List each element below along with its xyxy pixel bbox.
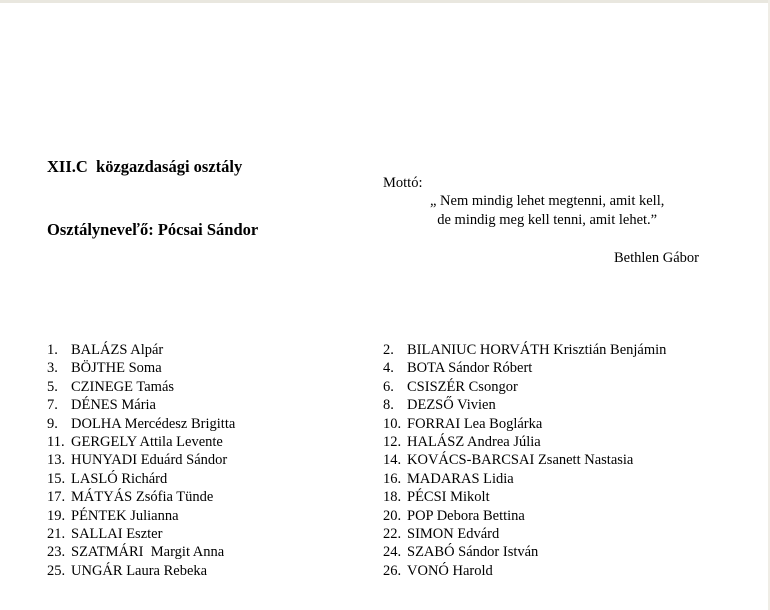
student-given-name: Mária <box>121 397 156 414</box>
student-name <box>407 341 666 359</box>
student-name <box>407 507 525 525</box>
student-name <box>71 470 167 488</box>
student-given-name: Mercédesz Brigitta <box>124 415 236 432</box>
student-name <box>71 507 179 525</box>
student-row <box>47 341 235 359</box>
student-name <box>407 562 493 580</box>
student-surname: DÉNES <box>71 397 118 414</box>
student-given-name: Alpár <box>130 342 164 358</box>
student-surname: SZATMÁRI <box>71 544 148 561</box>
student-number: 19. <box>47 507 66 524</box>
student-row <box>47 415 235 433</box>
student-number: 2. <box>383 342 394 358</box>
student-given-name: Eszter <box>126 525 163 542</box>
student-row <box>47 507 235 525</box>
student-row <box>383 415 666 433</box>
student-row <box>47 396 235 414</box>
student-given-name: Margit Anna <box>150 544 225 561</box>
student-given-name: Julianna <box>130 507 179 524</box>
student-row <box>47 378 235 396</box>
student-name <box>71 359 162 377</box>
motto-quote-line-2: de mindig meg kell tenni, amit lehet.” <box>430 212 658 228</box>
student-given-name: Csongor <box>468 378 518 395</box>
student-surname: POP <box>407 507 434 524</box>
student-surname: MÁTYÁS <box>71 489 133 506</box>
student-row <box>383 470 666 488</box>
student-surname: CSISZÉR <box>407 378 466 395</box>
student-surname: DOLHA <box>71 415 121 432</box>
student-surname: SALLAI <box>71 525 123 542</box>
student-surname: PÉNTEK <box>71 507 127 524</box>
student-row <box>383 451 666 469</box>
student-number: 6. <box>383 378 394 395</box>
student-number: 13. <box>47 452 66 469</box>
student-row <box>383 525 666 543</box>
student-name <box>407 451 633 469</box>
student-row <box>47 433 235 451</box>
student-surname: BILANIUC HORVÁTH <box>407 342 550 358</box>
student-row <box>47 488 235 506</box>
student-surname: BÖJTHE <box>71 360 125 377</box>
student-name <box>71 433 223 451</box>
student-given-name: Lea Boglárka <box>463 415 543 432</box>
student-given-name: Sándor Róbert <box>448 360 533 377</box>
student-name <box>71 341 163 359</box>
student-row <box>47 470 235 488</box>
student-given-name: Andrea Júlia <box>467 433 541 450</box>
student-surname: MADARAS <box>407 470 480 487</box>
student-name <box>71 451 227 469</box>
student-row <box>383 433 666 451</box>
student-row <box>383 341 666 359</box>
student-given-name: Debora Bettina <box>436 507 525 524</box>
student-row <box>383 488 666 506</box>
student-name <box>407 543 538 561</box>
student-name <box>407 396 496 414</box>
student-number: 25. <box>47 562 66 579</box>
student-surname: BALÁZS <box>71 342 128 358</box>
student-name <box>407 415 542 433</box>
student-surname: BOTA <box>407 360 445 377</box>
document-heading <box>47 114 258 261</box>
student-row <box>47 451 235 469</box>
student-row <box>383 543 666 561</box>
student-surname: LASLÓ <box>71 470 118 487</box>
student-row <box>383 562 666 580</box>
student-given-name: Lidia <box>483 470 514 487</box>
student-name <box>71 378 174 396</box>
student-number: 9. <box>47 415 58 432</box>
student-name <box>407 525 499 543</box>
student-given-name: Zsófia Tünde <box>135 489 214 506</box>
student-surname: GERGELY <box>71 433 137 450</box>
student-surname: SZABÓ <box>407 544 455 561</box>
student-given-name: Eduárd Sándor <box>140 452 228 469</box>
student-number: 17. <box>47 489 66 506</box>
student-number: 4. <box>383 360 394 377</box>
student-number: 18. <box>383 489 402 506</box>
student-number: 20. <box>383 507 402 524</box>
student-name <box>71 396 156 414</box>
class-title: XII.C közgazdasági osztály <box>47 157 243 176</box>
student-surname: CZINEGE <box>71 378 134 395</box>
student-name <box>71 562 207 580</box>
student-list-left <box>47 341 235 580</box>
student-row <box>47 525 235 543</box>
student-surname: SIMON <box>407 525 454 542</box>
student-row <box>383 359 666 377</box>
student-given-name: Soma <box>128 360 162 377</box>
student-surname: FORRAI <box>407 415 461 432</box>
student-given-name: Sándor István <box>458 544 539 561</box>
student-surname: DEZSŐ <box>407 397 454 414</box>
student-given-name: Attila Levente <box>139 433 223 450</box>
student-list-right <box>383 341 666 580</box>
student-number: 24. <box>383 544 402 561</box>
student-row <box>47 359 235 377</box>
student-name <box>407 359 532 377</box>
student-number: 22. <box>383 525 402 542</box>
student-number: 21. <box>47 525 66 542</box>
student-given-name: Mikolt <box>450 489 490 506</box>
student-surname: VONÓ <box>407 562 449 579</box>
student-given-name: Edvárd <box>457 525 500 542</box>
student-name <box>407 433 541 451</box>
student-number: 23. <box>47 544 66 561</box>
student-number: 14. <box>383 452 402 469</box>
motto-label: Mottó: <box>383 175 423 191</box>
student-number: 10. <box>383 415 402 432</box>
student-given-name: Tamás <box>136 378 175 395</box>
motto-author: Bethlen Gábor <box>614 250 699 266</box>
student-name <box>71 488 213 506</box>
student-number: 8. <box>383 397 394 414</box>
student-surname: UNGÁR <box>71 562 123 579</box>
student-given-name: Krisztián Benjámin <box>553 342 667 358</box>
student-name <box>407 378 518 396</box>
student-name <box>71 525 162 543</box>
student-row <box>383 378 666 396</box>
student-given-name: Laura Rebeka <box>126 562 208 579</box>
student-number: 7. <box>47 397 58 414</box>
student-row <box>383 507 666 525</box>
student-number: 5. <box>47 378 58 395</box>
student-given-name: Harold <box>452 562 493 579</box>
student-surname: KOVÁCS-BARCSAI <box>407 452 535 469</box>
student-number: 15. <box>47 470 66 487</box>
student-name <box>407 488 490 506</box>
student-name <box>71 543 224 561</box>
page-top-edge <box>0 0 770 3</box>
student-row <box>383 396 666 414</box>
student-name <box>71 415 235 433</box>
student-surname: PÉCSI <box>407 489 447 506</box>
student-number: 3. <box>47 360 58 377</box>
student-number: 12. <box>383 433 402 450</box>
student-given-name: Zsanett Nastasia <box>537 452 634 469</box>
student-surname: HALÁSZ <box>407 433 465 450</box>
homeroom-teacher: Osztályneveľő: Pócsai Sándor <box>47 220 259 239</box>
student-given-name: Vivien <box>457 397 496 414</box>
student-number: 26. <box>383 562 402 579</box>
student-surname: HUNYADI <box>71 452 138 469</box>
student-name <box>407 470 514 488</box>
student-number: 1. <box>47 342 58 358</box>
student-given-name: Richárd <box>121 470 168 487</box>
student-number: 16. <box>383 470 402 487</box>
student-number: 11. <box>47 433 65 450</box>
motto-quote-line-1: „ Nem mindig lehet megtenni, amit kell, <box>430 193 665 209</box>
student-row <box>47 562 235 580</box>
student-row <box>47 543 235 561</box>
